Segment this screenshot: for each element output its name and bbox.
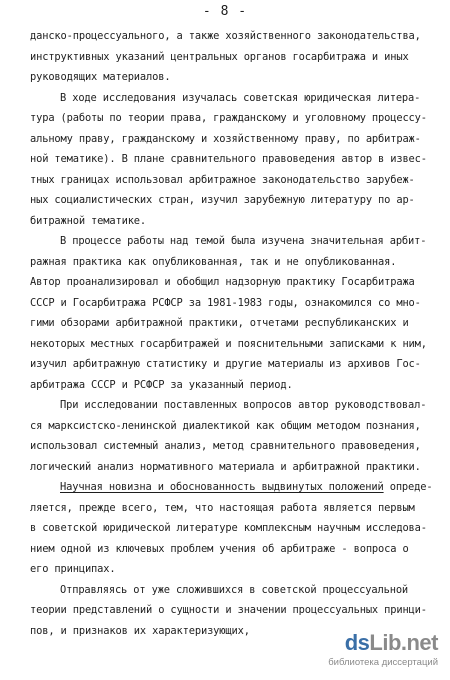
text-line: логический анализ нормативного материала и арбитражной практики. xyxy=(30,460,421,473)
text-line: тных границах использовал арбитражное законодательство зарубеж- xyxy=(30,173,415,186)
text-line: Автор проанализировал и обобщил надзорную практику Госарбитража xyxy=(30,276,415,288)
text-line: ся марксистско-ленинской диалектикой как общим методом познания, xyxy=(30,419,421,432)
paragraph-start-line: Отправляясь от уже сложившихся в советской процессуальной xyxy=(60,583,409,596)
text-line: данско-процессуального, а также хозяйственного законодательства, xyxy=(30,30,421,42)
text-line: его принципах. xyxy=(30,563,116,575)
text-line: некоторых местных госарбитражей и пояснительными записками к ним, xyxy=(30,337,427,350)
watermark-subtitle: библиотека диссертаций xyxy=(328,657,438,668)
logo-ds: ds xyxy=(344,630,370,655)
text-line: изучил арбитражную статистику и другие материалы из архивов Гос- xyxy=(30,358,421,370)
text-line: ляется, прежде всего, тем, что настоящая работа является первым xyxy=(30,501,415,514)
text-line: руководящих материалов. xyxy=(30,71,171,83)
text-line: ной тематике). В плане сравнительного правоведения автор в извес- xyxy=(30,153,427,165)
text-line: в советской юридической литературе комплексным научным исследова- xyxy=(30,522,427,534)
page-number: - 8 - xyxy=(202,4,248,19)
text-line: СССР и Госарбитража РСФСР за 1981-1983 годы, ознакомился со мно- xyxy=(30,296,421,309)
text-line: ражная практика как опубликованная, так и не опубликованная. xyxy=(30,255,397,268)
text-line: инструктивных указаний центральных органов госарбитража и иных xyxy=(30,50,409,63)
heading-continuation: опреде- xyxy=(383,481,433,493)
text-line: ных социалистических стран, изучил зарубежную литературу по ар- xyxy=(30,194,415,206)
paragraph-start-line: В ходе исследования изучалась советская юридическая литера- xyxy=(60,91,421,104)
text-line: битражной тематике. xyxy=(30,214,147,227)
text-line: нием одной из ключевых проблем учения об арбитраже - вопроса о xyxy=(30,542,409,555)
text-line: теории представлений о сущности и значении процессуальных принци- xyxy=(30,604,427,616)
paragraph-start-line xyxy=(30,477,440,498)
text-line: пов, и признаков их характеризующих, xyxy=(30,624,250,637)
dslib-watermark xyxy=(328,630,442,672)
body-text xyxy=(30,26,440,641)
text-line: гими обзорами арбитражной практики, отчетами республиканских и xyxy=(30,317,409,329)
paragraph-start-line: При исследовании поставленных вопросов автор руководствовал- xyxy=(60,399,427,411)
underlined-heading: Научная новизна и обоснованность выдвинутых положений xyxy=(60,481,384,493)
text-line: тура (работы по теории права, гражданскому и уголовному процессу- xyxy=(30,112,427,124)
paragraph-start-line: В процессе работы над темой была изучена значительная арбит- xyxy=(60,235,427,247)
text-line: использовал системный анализ, метод сравнительного правоведения, xyxy=(30,440,421,452)
text-line: арбитража СССР и РСФСР за указанный период. xyxy=(30,378,293,391)
text-line: альному праву, гражданскому и хозяйственному праву, по арбитраж- xyxy=(30,132,421,145)
dslib-logo xyxy=(345,630,438,656)
logo-rest: Lib.net xyxy=(369,630,438,655)
